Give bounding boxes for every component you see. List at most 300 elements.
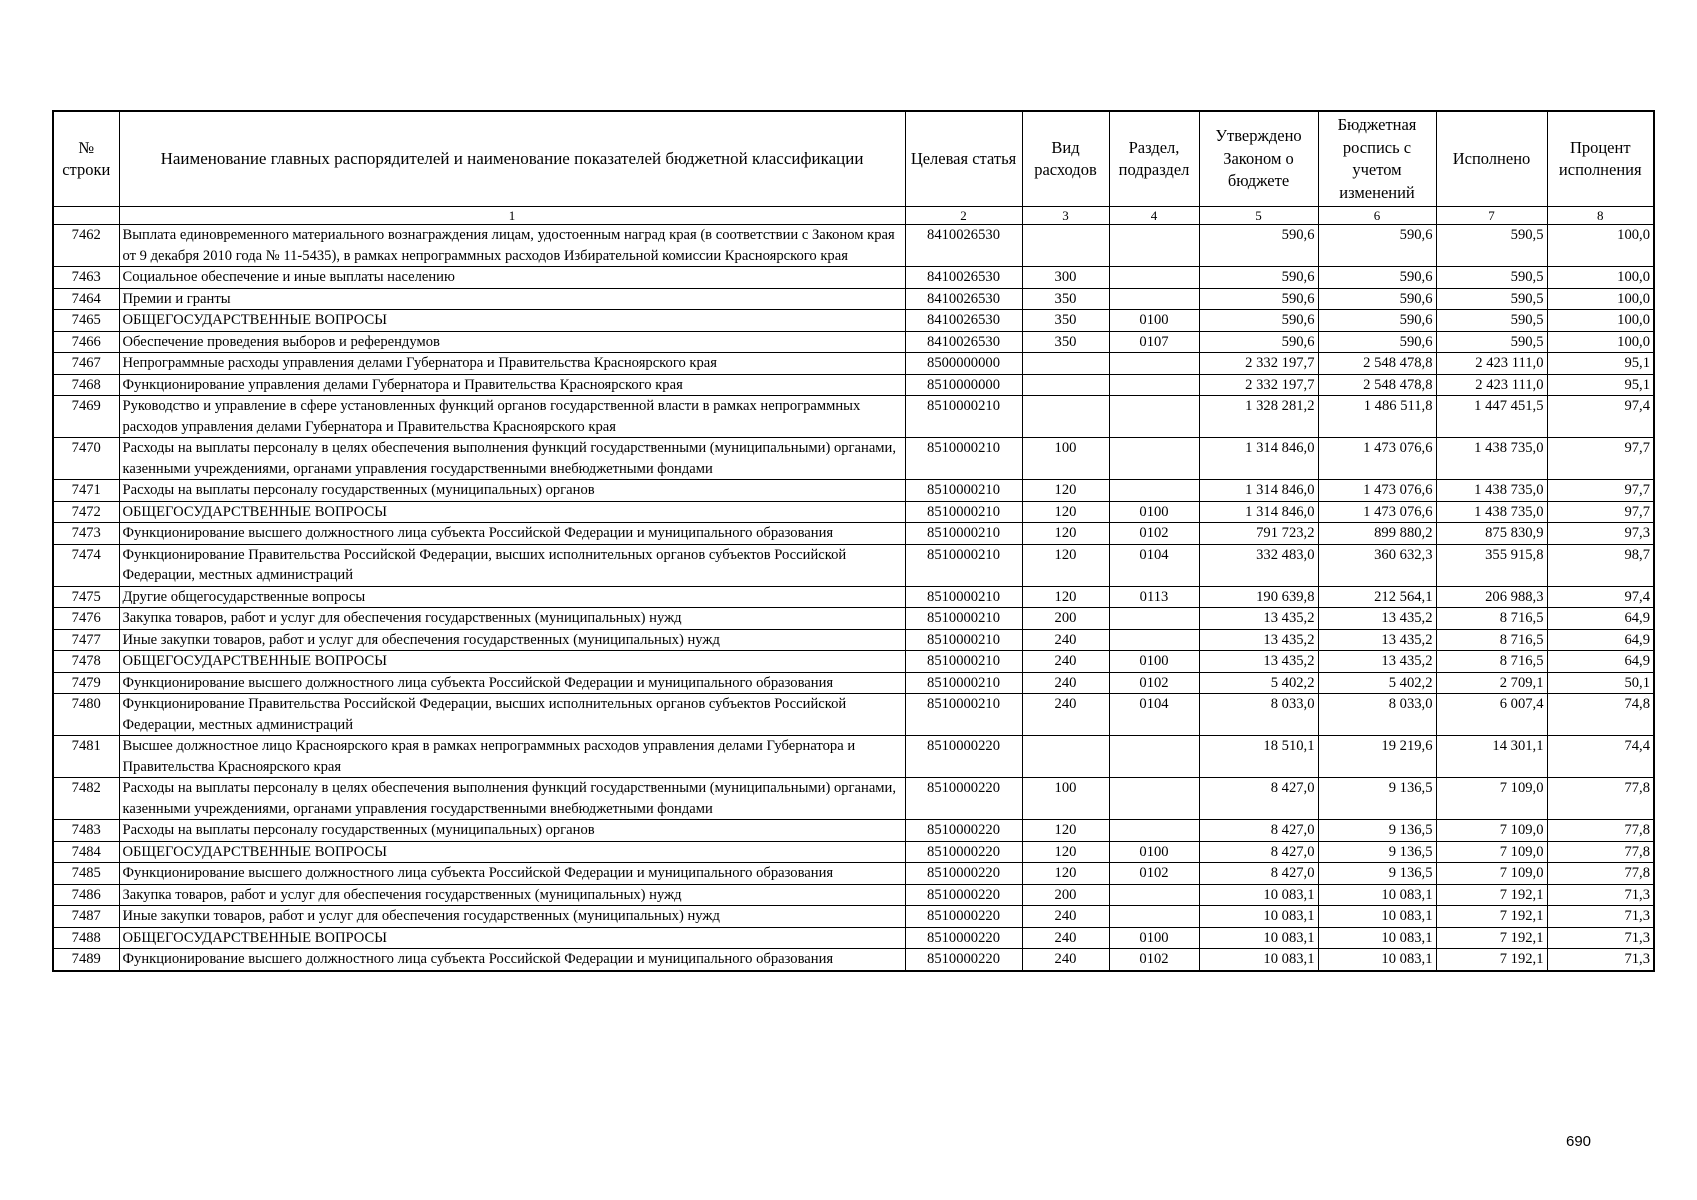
executed-amount-cell: 7 192,1: [1436, 906, 1547, 928]
approved-amount-cell: 2 332 197,7: [1199, 353, 1318, 375]
row-name-cell: Функционирование высшего должностного лица субъекта Российской Федерации и муниципального образования: [119, 523, 905, 545]
table-row: [53, 608, 1654, 630]
row-name-cell: Функционирование управления делами Губернатора и Правительства Красноярского края: [119, 374, 905, 396]
column-number: 5: [1199, 207, 1318, 225]
section-cell: 0100: [1109, 310, 1199, 332]
percent-cell: 100,0: [1547, 331, 1654, 353]
target-article-cell: 8510000210: [905, 651, 1022, 673]
row-number-cell: 7469: [53, 396, 119, 438]
budget-list-amount-cell: 9 136,5: [1318, 841, 1436, 863]
column-number: 2: [905, 207, 1022, 225]
section-cell: 0100: [1109, 927, 1199, 949]
percent-cell: 97,3: [1547, 523, 1654, 545]
budget-list-amount-cell: 5 402,2: [1318, 672, 1436, 694]
section-cell: [1109, 608, 1199, 630]
expense-type-cell: 120: [1022, 523, 1109, 545]
row-number-cell: 7476: [53, 608, 119, 630]
section-cell: [1109, 778, 1199, 820]
approved-amount-cell: 2 332 197,7: [1199, 374, 1318, 396]
approved-amount-cell: 8 427,0: [1199, 841, 1318, 863]
expense-type-cell: 200: [1022, 884, 1109, 906]
target-article-cell: 8510000210: [905, 501, 1022, 523]
row-name-cell: Функционирование Правительства Российской Федерации, высших исполнительных органов субъектов Российской Федерации, местных администраций: [119, 544, 905, 586]
budget-list-amount-cell: 1 473 076,6: [1318, 501, 1436, 523]
approved-amount-cell: 590,6: [1199, 331, 1318, 353]
row-number-cell: 7471: [53, 480, 119, 502]
header-expense-type: Вид расходов: [1022, 111, 1109, 207]
expense-type-cell: 120: [1022, 501, 1109, 523]
row-name-cell: Иные закупки товаров, работ и услуг для обеспечения государственных (муниципальных) нужд: [119, 906, 905, 928]
row-number-cell: 7482: [53, 778, 119, 820]
table-row: [53, 863, 1654, 885]
table-row: [53, 310, 1654, 332]
percent-cell: 100,0: [1547, 288, 1654, 310]
budget-list-amount-cell: 10 083,1: [1318, 949, 1436, 971]
row-number-cell: 7468: [53, 374, 119, 396]
executed-amount-cell: 8 716,5: [1436, 629, 1547, 651]
budget-list-amount-cell: 590,6: [1318, 267, 1436, 289]
row-name-cell: Функционирование высшего должностного лица субъекта Российской Федерации и муниципального образования: [119, 863, 905, 885]
budget-list-amount-cell: 212 564,1: [1318, 586, 1436, 608]
executed-amount-cell: 7 192,1: [1436, 927, 1547, 949]
expense-type-cell: 350: [1022, 288, 1109, 310]
executed-amount-cell: 355 915,8: [1436, 544, 1547, 586]
expense-type-cell: 240: [1022, 949, 1109, 971]
row-number-cell: 7465: [53, 310, 119, 332]
budget-list-amount-cell: 360 632,3: [1318, 544, 1436, 586]
row-number-cell: 7462: [53, 225, 119, 267]
row-name-cell: Непрограммные расходы управления делами Губернатора и Правительства Красноярского края: [119, 353, 905, 375]
row-number-cell: 7467: [53, 353, 119, 375]
expense-type-cell: 120: [1022, 480, 1109, 502]
header-name: Наименование главных распорядителей и наименование показателей бюджетной классификации: [119, 111, 905, 207]
row-number-cell: 7486: [53, 884, 119, 906]
table-row: [53, 438, 1654, 480]
row-name-cell: ОБЩЕГОСУДАРСТВЕННЫЕ ВОПРОСЫ: [119, 841, 905, 863]
table-row: [53, 586, 1654, 608]
expense-type-cell: 120: [1022, 841, 1109, 863]
expense-type-cell: [1022, 396, 1109, 438]
target-article-cell: 8510000220: [905, 736, 1022, 778]
percent-cell: 97,4: [1547, 396, 1654, 438]
section-cell: [1109, 906, 1199, 928]
table-row: [53, 651, 1654, 673]
table-row: [53, 225, 1654, 267]
approved-amount-cell: 1 314 846,0: [1199, 501, 1318, 523]
percent-cell: 50,1: [1547, 672, 1654, 694]
section-cell: [1109, 353, 1199, 375]
section-cell: 0102: [1109, 523, 1199, 545]
row-name-cell: Иные закупки товаров, работ и услуг для обеспечения государственных (муниципальных) нужд: [119, 629, 905, 651]
executed-amount-cell: 6 007,4: [1436, 694, 1547, 736]
budget-list-amount-cell: 899 880,2: [1318, 523, 1436, 545]
row-name-cell: ОБЩЕГОСУДАРСТВЕННЫЕ ВОПРОСЫ: [119, 501, 905, 523]
executed-amount-cell: 7 109,0: [1436, 778, 1547, 820]
expense-type-cell: 240: [1022, 906, 1109, 928]
table-row: [53, 396, 1654, 438]
target-article-cell: 8510000210: [905, 544, 1022, 586]
table-row: [53, 884, 1654, 906]
target-article-cell: 8510000220: [905, 820, 1022, 842]
approved-amount-cell: 791 723,2: [1199, 523, 1318, 545]
table-row: [53, 672, 1654, 694]
table-row: [53, 501, 1654, 523]
budget-list-amount-cell: 19 219,6: [1318, 736, 1436, 778]
target-article-cell: 8410026530: [905, 310, 1022, 332]
header-approved: Утверждено Законом о бюджете: [1199, 111, 1318, 207]
budget-list-amount-cell: 10 083,1: [1318, 906, 1436, 928]
approved-amount-cell: 10 083,1: [1199, 906, 1318, 928]
target-article-cell: 8500000000: [905, 353, 1022, 375]
header-executed: Исполнено: [1436, 111, 1547, 207]
header-section: Раздел, подраздел: [1109, 111, 1199, 207]
row-name-cell: Премии и гранты: [119, 288, 905, 310]
table-header-row: [53, 111, 1654, 207]
table-row: [53, 694, 1654, 736]
table-row: [53, 778, 1654, 820]
percent-cell: 64,9: [1547, 608, 1654, 630]
table-row: [53, 736, 1654, 778]
approved-amount-cell: 1 328 281,2: [1199, 396, 1318, 438]
approved-amount-cell: 590,6: [1199, 225, 1318, 267]
section-cell: [1109, 820, 1199, 842]
executed-amount-cell: 1 447 451,5: [1436, 396, 1547, 438]
header-target-article: Целевая статья: [905, 111, 1022, 207]
expense-type-cell: 240: [1022, 927, 1109, 949]
target-article-cell: 8510000220: [905, 841, 1022, 863]
target-article-cell: 8510000220: [905, 884, 1022, 906]
row-number-cell: 7484: [53, 841, 119, 863]
percent-cell: 95,1: [1547, 353, 1654, 375]
approved-amount-cell: 13 435,2: [1199, 651, 1318, 673]
budget-list-amount-cell: 1 486 511,8: [1318, 396, 1436, 438]
budget-list-amount-cell: 590,6: [1318, 331, 1436, 353]
percent-cell: 71,3: [1547, 884, 1654, 906]
row-number-cell: 7464: [53, 288, 119, 310]
page-number: 690: [1566, 1133, 1592, 1150]
table-row: [53, 820, 1654, 842]
budget-list-amount-cell: 13 435,2: [1318, 651, 1436, 673]
executed-amount-cell: 7 109,0: [1436, 820, 1547, 842]
expense-type-cell: 350: [1022, 331, 1109, 353]
budget-list-amount-cell: 590,6: [1318, 310, 1436, 332]
approved-amount-cell: 10 083,1: [1199, 927, 1318, 949]
row-number-cell: 7470: [53, 438, 119, 480]
approved-amount-cell: 10 083,1: [1199, 949, 1318, 971]
target-article-cell: 8510000210: [905, 672, 1022, 694]
row-name-cell: Выплата единовременного материального вознаграждения лицам, удостоенным наград края (в соответствии с Законом края от 9 декабря 2010 года № 11-5435), в рамках непрограммных расходов Избирательной комиссии Красноярского края: [119, 225, 905, 267]
section-cell: 0102: [1109, 949, 1199, 971]
row-name-cell: ОБЩЕГОСУДАРСТВЕННЫЕ ВОПРОСЫ: [119, 651, 905, 673]
target-article-cell: 8510000220: [905, 949, 1022, 971]
row-name-cell: Высшее должностное лицо Красноярского края в рамках непрограммных расходов управления делами Губернатора и Правительства Красноярского края: [119, 736, 905, 778]
section-cell: [1109, 629, 1199, 651]
expense-type-cell: [1022, 736, 1109, 778]
target-article-cell: 8410026530: [905, 331, 1022, 353]
column-number: [53, 207, 119, 225]
approved-amount-cell: 8 427,0: [1199, 778, 1318, 820]
section-cell: 0100: [1109, 501, 1199, 523]
executed-amount-cell: 1 438 735,0: [1436, 438, 1547, 480]
expense-type-cell: 240: [1022, 629, 1109, 651]
target-article-cell: 8510000210: [905, 629, 1022, 651]
approved-amount-cell: 8 427,0: [1199, 820, 1318, 842]
table-row: [53, 906, 1654, 928]
executed-amount-cell: 590,5: [1436, 267, 1547, 289]
row-name-cell: Обеспечение проведения выборов и референдумов: [119, 331, 905, 353]
section-cell: 0102: [1109, 863, 1199, 885]
section-cell: 0100: [1109, 651, 1199, 673]
target-article-cell: 8510000210: [905, 586, 1022, 608]
section-cell: [1109, 267, 1199, 289]
percent-cell: 64,9: [1547, 651, 1654, 673]
expense-type-cell: 200: [1022, 608, 1109, 630]
percent-cell: 77,8: [1547, 778, 1654, 820]
row-name-cell: Расходы на выплаты персоналу государственных (муниципальных) органов: [119, 820, 905, 842]
target-article-cell: 8510000210: [905, 480, 1022, 502]
target-article-cell: 8510000210: [905, 396, 1022, 438]
budget-list-amount-cell: 8 033,0: [1318, 694, 1436, 736]
budget-execution-table: [52, 110, 1655, 972]
row-number-cell: 7480: [53, 694, 119, 736]
header-percent: Процент исполнения: [1547, 111, 1654, 207]
target-article-cell: 8510000210: [905, 694, 1022, 736]
target-article-cell: 8510000210: [905, 523, 1022, 545]
target-article-cell: 8510000220: [905, 906, 1022, 928]
row-number-cell: 7472: [53, 501, 119, 523]
header-budget-list: Бюджетная роспись с учетом изменений: [1318, 111, 1436, 207]
expense-type-cell: 120: [1022, 820, 1109, 842]
column-numbers-row: [53, 207, 1654, 225]
budget-list-amount-cell: 2 548 478,8: [1318, 374, 1436, 396]
expense-type-cell: 300: [1022, 267, 1109, 289]
budget-list-amount-cell: 10 083,1: [1318, 884, 1436, 906]
section-cell: 0107: [1109, 331, 1199, 353]
executed-amount-cell: 590,5: [1436, 288, 1547, 310]
row-number-cell: 7466: [53, 331, 119, 353]
expense-type-cell: [1022, 353, 1109, 375]
budget-list-amount-cell: 590,6: [1318, 225, 1436, 267]
target-article-cell: 8510000210: [905, 438, 1022, 480]
executed-amount-cell: 8 716,5: [1436, 608, 1547, 630]
budget-list-amount-cell: 13 435,2: [1318, 608, 1436, 630]
percent-cell: 77,8: [1547, 841, 1654, 863]
percent-cell: 100,0: [1547, 310, 1654, 332]
row-number-cell: 7488: [53, 927, 119, 949]
budget-list-amount-cell: 1 473 076,6: [1318, 438, 1436, 480]
percent-cell: 95,1: [1547, 374, 1654, 396]
executed-amount-cell: 1 438 735,0: [1436, 501, 1547, 523]
row-name-cell: ОБЩЕГОСУДАРСТВЕННЫЕ ВОПРОСЫ: [119, 310, 905, 332]
expense-type-cell: 120: [1022, 863, 1109, 885]
approved-amount-cell: 590,6: [1199, 267, 1318, 289]
expense-type-cell: 240: [1022, 694, 1109, 736]
percent-cell: 64,9: [1547, 629, 1654, 651]
section-cell: [1109, 736, 1199, 778]
percent-cell: 97,4: [1547, 586, 1654, 608]
column-number: 4: [1109, 207, 1199, 225]
executed-amount-cell: 1 438 735,0: [1436, 480, 1547, 502]
target-article-cell: 8410026530: [905, 225, 1022, 267]
column-number: 3: [1022, 207, 1109, 225]
table-row: [53, 374, 1654, 396]
row-number-cell: 7489: [53, 949, 119, 971]
column-number: 8: [1547, 207, 1654, 225]
expense-type-cell: 100: [1022, 438, 1109, 480]
row-name-cell: Руководство и управление в сфере установленных функций органов государственной власти в рамках непрограммных расходов управления делами Губернатора и Правительства Красноярского края: [119, 396, 905, 438]
approved-amount-cell: 10 083,1: [1199, 884, 1318, 906]
row-name-cell: Функционирование Правительства Российской Федерации, высших исполнительных органов субъектов Российской Федерации, местных администраций: [119, 694, 905, 736]
percent-cell: 97,7: [1547, 438, 1654, 480]
table-row: [53, 523, 1654, 545]
row-name-cell: Другие общегосударственные вопросы: [119, 586, 905, 608]
section-cell: [1109, 438, 1199, 480]
section-cell: 0102: [1109, 672, 1199, 694]
budget-list-amount-cell: 590,6: [1318, 288, 1436, 310]
percent-cell: 98,7: [1547, 544, 1654, 586]
approved-amount-cell: 190 639,8: [1199, 586, 1318, 608]
row-name-cell: ОБЩЕГОСУДАРСТВЕННЫЕ ВОПРОСЫ: [119, 927, 905, 949]
expense-type-cell: 240: [1022, 651, 1109, 673]
table-row: [53, 927, 1654, 949]
row-number-cell: 7481: [53, 736, 119, 778]
expense-type-cell: 100: [1022, 778, 1109, 820]
section-cell: 0104: [1109, 694, 1199, 736]
executed-amount-cell: 206 988,3: [1436, 586, 1547, 608]
row-name-cell: Функционирование высшего должностного лица субъекта Российской Федерации и муниципального образования: [119, 672, 905, 694]
table-row: [53, 288, 1654, 310]
executed-amount-cell: 7 109,0: [1436, 841, 1547, 863]
percent-cell: 71,3: [1547, 906, 1654, 928]
row-number-cell: 7475: [53, 586, 119, 608]
column-number: 6: [1318, 207, 1436, 225]
table-row: [53, 544, 1654, 586]
executed-amount-cell: 590,5: [1436, 331, 1547, 353]
row-number-cell: 7474: [53, 544, 119, 586]
section-cell: 0104: [1109, 544, 1199, 586]
row-number-cell: 7479: [53, 672, 119, 694]
table-row: [53, 331, 1654, 353]
budget-list-amount-cell: 9 136,5: [1318, 820, 1436, 842]
percent-cell: 71,3: [1547, 927, 1654, 949]
expense-type-cell: [1022, 374, 1109, 396]
approved-amount-cell: 590,6: [1199, 310, 1318, 332]
approved-amount-cell: 332 483,0: [1199, 544, 1318, 586]
approved-amount-cell: 1 314 846,0: [1199, 480, 1318, 502]
row-number-cell: 7477: [53, 629, 119, 651]
table-row: [53, 629, 1654, 651]
table-row: [53, 267, 1654, 289]
table-row: [53, 353, 1654, 375]
executed-amount-cell: 7 192,1: [1436, 884, 1547, 906]
row-name-cell: Расходы на выплаты персоналу государственных (муниципальных) органов: [119, 480, 905, 502]
row-number-cell: 7487: [53, 906, 119, 928]
row-name-cell: Функционирование высшего должностного лица субъекта Российской Федерации и муниципального образования: [119, 949, 905, 971]
executed-amount-cell: 7 192,1: [1436, 949, 1547, 971]
approved-amount-cell: 8 427,0: [1199, 863, 1318, 885]
target-article-cell: 8510000220: [905, 778, 1022, 820]
budget-list-amount-cell: 9 136,5: [1318, 778, 1436, 820]
target-article-cell: 8410026530: [905, 288, 1022, 310]
section-cell: 0113: [1109, 586, 1199, 608]
section-cell: 0100: [1109, 841, 1199, 863]
budget-list-amount-cell: 2 548 478,8: [1318, 353, 1436, 375]
column-number: 1: [119, 207, 905, 225]
table-row: [53, 841, 1654, 863]
percent-cell: 97,7: [1547, 480, 1654, 502]
approved-amount-cell: 8 033,0: [1199, 694, 1318, 736]
approved-amount-cell: 13 435,2: [1199, 629, 1318, 651]
expense-type-cell: 240: [1022, 672, 1109, 694]
expense-type-cell: 120: [1022, 544, 1109, 586]
target-article-cell: 8510000210: [905, 608, 1022, 630]
percent-cell: 71,3: [1547, 949, 1654, 971]
row-name-cell: Социальное обеспечение и иные выплаты населению: [119, 267, 905, 289]
section-cell: [1109, 884, 1199, 906]
percent-cell: 97,7: [1547, 501, 1654, 523]
column-number: 7: [1436, 207, 1547, 225]
executed-amount-cell: 590,5: [1436, 310, 1547, 332]
row-number-cell: 7483: [53, 820, 119, 842]
approved-amount-cell: 18 510,1: [1199, 736, 1318, 778]
approved-amount-cell: 590,6: [1199, 288, 1318, 310]
budget-list-amount-cell: 13 435,2: [1318, 629, 1436, 651]
percent-cell: 74,4: [1547, 736, 1654, 778]
executed-amount-cell: 2 423 111,0: [1436, 353, 1547, 375]
row-number-cell: 7463: [53, 267, 119, 289]
budget-list-amount-cell: 9 136,5: [1318, 863, 1436, 885]
expense-type-cell: [1022, 225, 1109, 267]
table-body: [53, 207, 1654, 971]
budget-list-amount-cell: 1 473 076,6: [1318, 480, 1436, 502]
expense-type-cell: 350: [1022, 310, 1109, 332]
row-name-cell: Закупка товаров, работ и услуг для обеспечения государственных (муниципальных) нужд: [119, 608, 905, 630]
percent-cell: 74,8: [1547, 694, 1654, 736]
section-cell: [1109, 374, 1199, 396]
row-number-cell: 7485: [53, 863, 119, 885]
executed-amount-cell: 8 716,5: [1436, 651, 1547, 673]
executed-amount-cell: 2 423 111,0: [1436, 374, 1547, 396]
executed-amount-cell: 7 109,0: [1436, 863, 1547, 885]
row-name-cell: Расходы на выплаты персоналу в целях обеспечения выполнения функций государственными (муниципальными) органами, казенными учреждениями, органами управления государственными внебюджетными фондами: [119, 438, 905, 480]
expense-type-cell: 120: [1022, 586, 1109, 608]
percent-cell: 100,0: [1547, 225, 1654, 267]
table-row: [53, 480, 1654, 502]
table-row: [53, 949, 1654, 971]
executed-amount-cell: 2 709,1: [1436, 672, 1547, 694]
header-row-number: № строки: [53, 111, 119, 207]
section-cell: [1109, 396, 1199, 438]
approved-amount-cell: 1 314 846,0: [1199, 438, 1318, 480]
target-article-cell: 8510000220: [905, 927, 1022, 949]
budget-list-amount-cell: 10 083,1: [1318, 927, 1436, 949]
section-cell: [1109, 480, 1199, 502]
percent-cell: 77,8: [1547, 863, 1654, 885]
percent-cell: 77,8: [1547, 820, 1654, 842]
approved-amount-cell: 13 435,2: [1199, 608, 1318, 630]
target-article-cell: 8510000220: [905, 863, 1022, 885]
approved-amount-cell: 5 402,2: [1199, 672, 1318, 694]
target-article-cell: 8410026530: [905, 267, 1022, 289]
row-number-cell: 7478: [53, 651, 119, 673]
percent-cell: 100,0: [1547, 267, 1654, 289]
row-name-cell: Расходы на выплаты персоналу в целях обеспечения выполнения функций государственными (муниципальными) органами, казенными учреждениями, органами управления государственными внебюджетными фондами: [119, 778, 905, 820]
target-article-cell: 8510000000: [905, 374, 1022, 396]
row-number-cell: 7473: [53, 523, 119, 545]
row-name-cell: Закупка товаров, работ и услуг для обеспечения государственных (муниципальных) нужд: [119, 884, 905, 906]
executed-amount-cell: 590,5: [1436, 225, 1547, 267]
section-cell: [1109, 288, 1199, 310]
